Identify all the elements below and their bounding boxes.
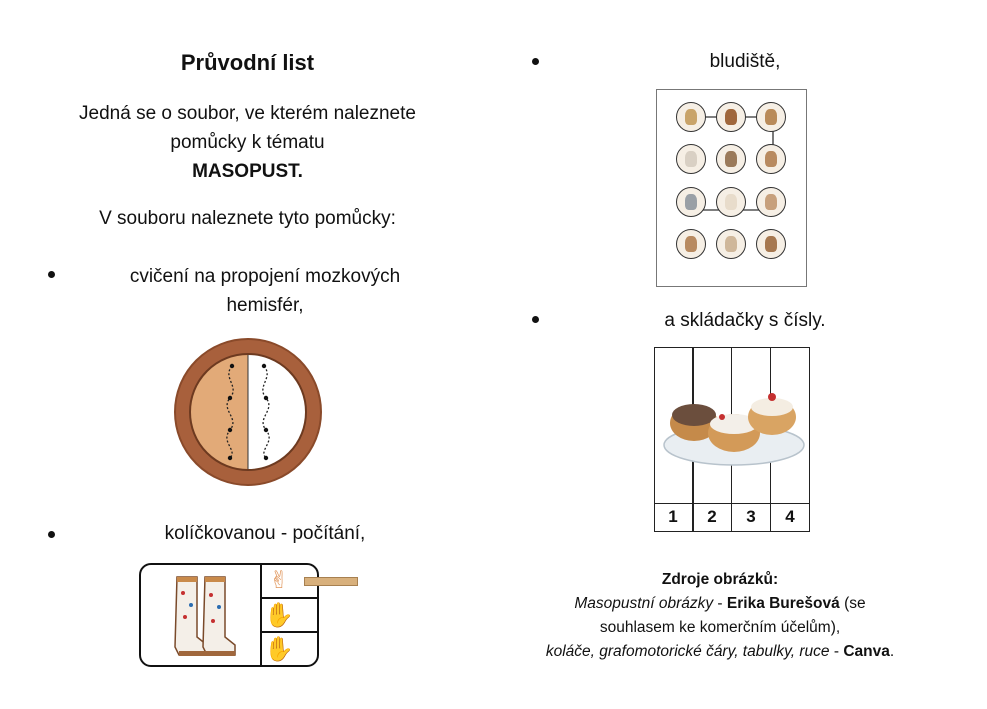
maze-cell-boots-icon [716, 187, 746, 217]
sources-heading: Zdroje obrázků: [661, 571, 779, 588]
sources-sep-2: - [829, 643, 844, 660]
sources-author: Erika Burešová [726, 595, 840, 612]
four-fingers-icon: ✋ [264, 635, 294, 663]
boots-picture [167, 573, 239, 661]
page-title: Průvodní list [180, 50, 315, 75]
sources-canva-items: koláče, grafomotorické čáry, tabulky, ruce [545, 643, 830, 660]
bullet-item-2 [48, 531, 55, 538]
sources-masopust-images: Masopustní obrázky [574, 595, 714, 612]
sources-line-2 [490, 592, 950, 616]
maze-cell-mask-icon [676, 144, 706, 174]
image-sources [490, 568, 950, 664]
sources-consent-start: (se [839, 595, 866, 612]
maze-cell-donuts-icon [716, 102, 746, 132]
maze-cell-table-icon [676, 229, 706, 259]
maze-cell-bird-icon [676, 187, 706, 217]
item-2-text: kolíčkovanou - počítání, [164, 523, 366, 544]
maze-cell-musician-icon [756, 144, 786, 174]
sources-period: . [889, 643, 895, 660]
item-1-line-2: hemisfér, [226, 295, 304, 316]
item-4-text: a skládačky s čísly. [664, 310, 826, 331]
puzzle-number-3: 3 [746, 507, 756, 526]
peg-counting-image [139, 563, 361, 667]
intro-line-2: pomůcky k tématu [170, 132, 325, 153]
maze-cell-figure-icon [756, 102, 786, 132]
item-3-text: bludiště, [709, 51, 781, 72]
intro-text [30, 99, 465, 186]
maze-cell-trumpet-icon [676, 102, 706, 132]
maze-cell-feast-icon [756, 229, 786, 259]
puzzle-number-4: 4 [785, 507, 795, 526]
bullet-item-1 [48, 271, 55, 278]
donuts-plate-picture [660, 387, 806, 471]
maze-cell-dancer-icon [756, 187, 786, 217]
five-fingers-icon: ✋ [264, 601, 294, 629]
two-fingers-icon: ✌ [268, 566, 290, 594]
number-puzzle-image [654, 347, 810, 532]
maze-cell-accordion-icon [716, 144, 746, 174]
maze-image [656, 89, 807, 287]
subheading: V souboru naleznete tyto pomůcky: [99, 208, 396, 229]
item-1-text [90, 262, 440, 320]
intro-topic: MASOPUST. [192, 161, 303, 182]
sources-line-4 [490, 640, 950, 664]
item-1-line-1: cvičení na propojení mozkových [129, 266, 401, 287]
sources-line-3: souhlasem ke komerčním účelům), [599, 619, 841, 636]
puzzle-number-2: 2 [707, 507, 717, 526]
bullet-item-3 [532, 58, 539, 65]
intro-line-1: Jedná se o soubor, ve kterém naleznete [79, 103, 416, 124]
hemisphere-exercise-image [170, 334, 326, 490]
bullet-item-4 [532, 316, 539, 323]
puzzle-number-1: 1 [668, 507, 678, 526]
clothespin-icon [304, 577, 358, 586]
sources-sep-1: - [713, 595, 727, 612]
sources-canva: Canva [843, 643, 890, 660]
maze-cell-person-icon [716, 229, 746, 259]
